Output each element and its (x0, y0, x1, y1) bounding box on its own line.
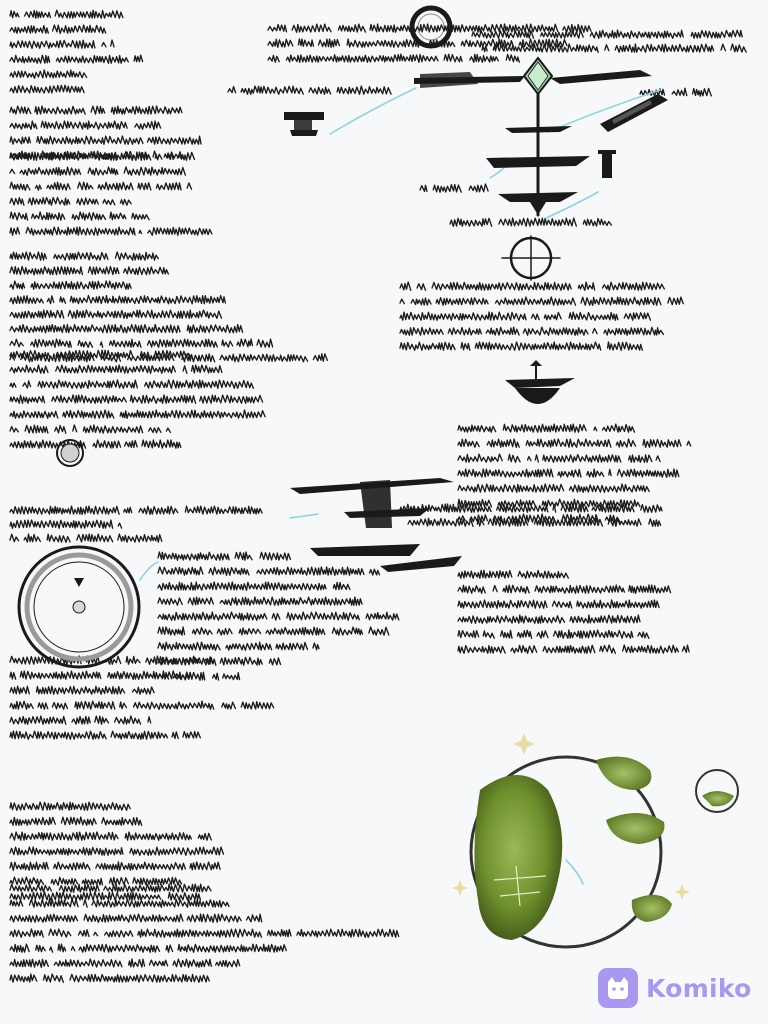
note-block-nb14 (10, 884, 406, 982)
note-block-nb2 (10, 106, 201, 159)
note-block-nb6 (10, 506, 262, 542)
note-block-nb12 (458, 570, 689, 653)
compass-ring-sketch (502, 236, 560, 280)
note-block-nb13 (158, 552, 399, 680)
canister-sketch (598, 150, 616, 178)
battleship-sketch (290, 478, 462, 572)
komiko-watermark (598, 966, 752, 1010)
note-block-nb5 (10, 350, 273, 448)
note-block-nb9 (400, 424, 691, 526)
lens-sketch (57, 440, 83, 466)
note-block-nb3 (10, 152, 212, 235)
rotor-vessel-sketch (505, 360, 575, 404)
note-block-nb10 (400, 282, 683, 350)
green-planet-illustration (452, 733, 738, 947)
komiko-logo-icon (598, 968, 638, 1008)
capsule-pod-sketch (284, 112, 324, 136)
komiko-wordmark: Komiko (646, 973, 752, 1003)
portal-ring-left (19, 547, 139, 667)
note-block-nb4 (10, 252, 333, 362)
note-block-nb1 (10, 10, 143, 93)
note-block-nb7 (10, 656, 274, 739)
